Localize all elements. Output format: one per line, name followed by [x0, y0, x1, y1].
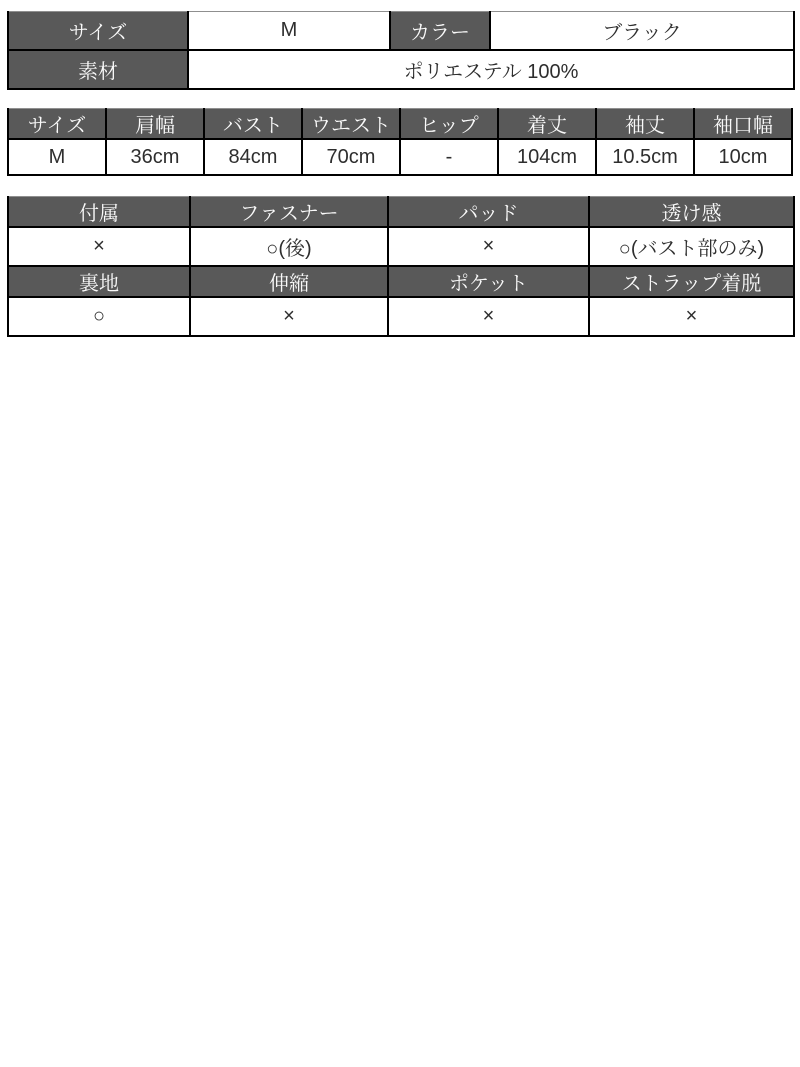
product-info-table: [7, 11, 795, 90]
feature-header-stretch: 伸縮: [190, 266, 388, 297]
feature-header-strap: ストラップ着脱: [589, 266, 794, 297]
feature-header-pad: パッド: [388, 197, 589, 228]
size-label-cell: サイズ: [8, 12, 188, 51]
measure-value-size: M: [8, 139, 106, 175]
feature-header-fastener: ファスナー: [190, 197, 388, 228]
feature-value-lining: ○: [8, 297, 190, 336]
feature-value-stretch: ×: [190, 297, 388, 336]
measure-value-waist: 70cm: [302, 139, 400, 175]
measure-header-sleeve: 袖丈: [596, 109, 694, 140]
features-value-row-2: [8, 297, 794, 336]
measure-value-length: 104cm: [498, 139, 596, 175]
feature-header-lining: 裏地: [8, 266, 190, 297]
measure-header-shoulder: 肩幅: [106, 109, 204, 140]
color-value-cell: ブラック: [490, 12, 794, 51]
size-value-cell: M: [188, 12, 390, 51]
material-label-cell: 素材: [8, 50, 188, 89]
feature-header-pocket: ポケット: [388, 266, 589, 297]
measure-header-cuff: 袖口幅: [694, 109, 792, 140]
measure-value-bust: 84cm: [204, 139, 302, 175]
measure-value-sleeve: 10.5cm: [596, 139, 694, 175]
features-header-row-1: [8, 197, 794, 228]
feature-value-accessory: ×: [8, 227, 190, 266]
measure-header-waist: ウエスト: [302, 109, 400, 140]
measure-value-hip: -: [400, 139, 498, 175]
feature-value-pad: ×: [388, 227, 589, 266]
measure-header-length: 着丈: [498, 109, 596, 140]
measure-value-cuff: 10cm: [694, 139, 792, 175]
feature-header-accessory: 付属: [8, 197, 190, 228]
measure-header-bust: バスト: [204, 109, 302, 140]
table-row: [8, 50, 794, 89]
measure-value-shoulder: 36cm: [106, 139, 204, 175]
table-row: [8, 12, 794, 51]
feature-value-fastener: ○(後): [190, 227, 388, 266]
feature-value-pocket: ×: [388, 297, 589, 336]
features-table: [7, 196, 795, 337]
material-value-cell: ポリエステル 100%: [188, 50, 794, 89]
measurements-value-row: [8, 139, 792, 175]
feature-value-strap: ×: [589, 297, 794, 336]
measurements-header-row: [8, 109, 792, 140]
measure-header-hip: ヒップ: [400, 109, 498, 140]
color-label-cell: カラー: [390, 12, 490, 51]
feature-header-sheerness: 透け感: [589, 197, 794, 228]
measurements-table: [7, 108, 793, 176]
measure-header-size: サイズ: [8, 109, 106, 140]
features-header-row-2: [8, 266, 794, 297]
feature-value-sheerness: ○(バスト部のみ): [589, 227, 794, 266]
features-value-row-1: [8, 227, 794, 266]
